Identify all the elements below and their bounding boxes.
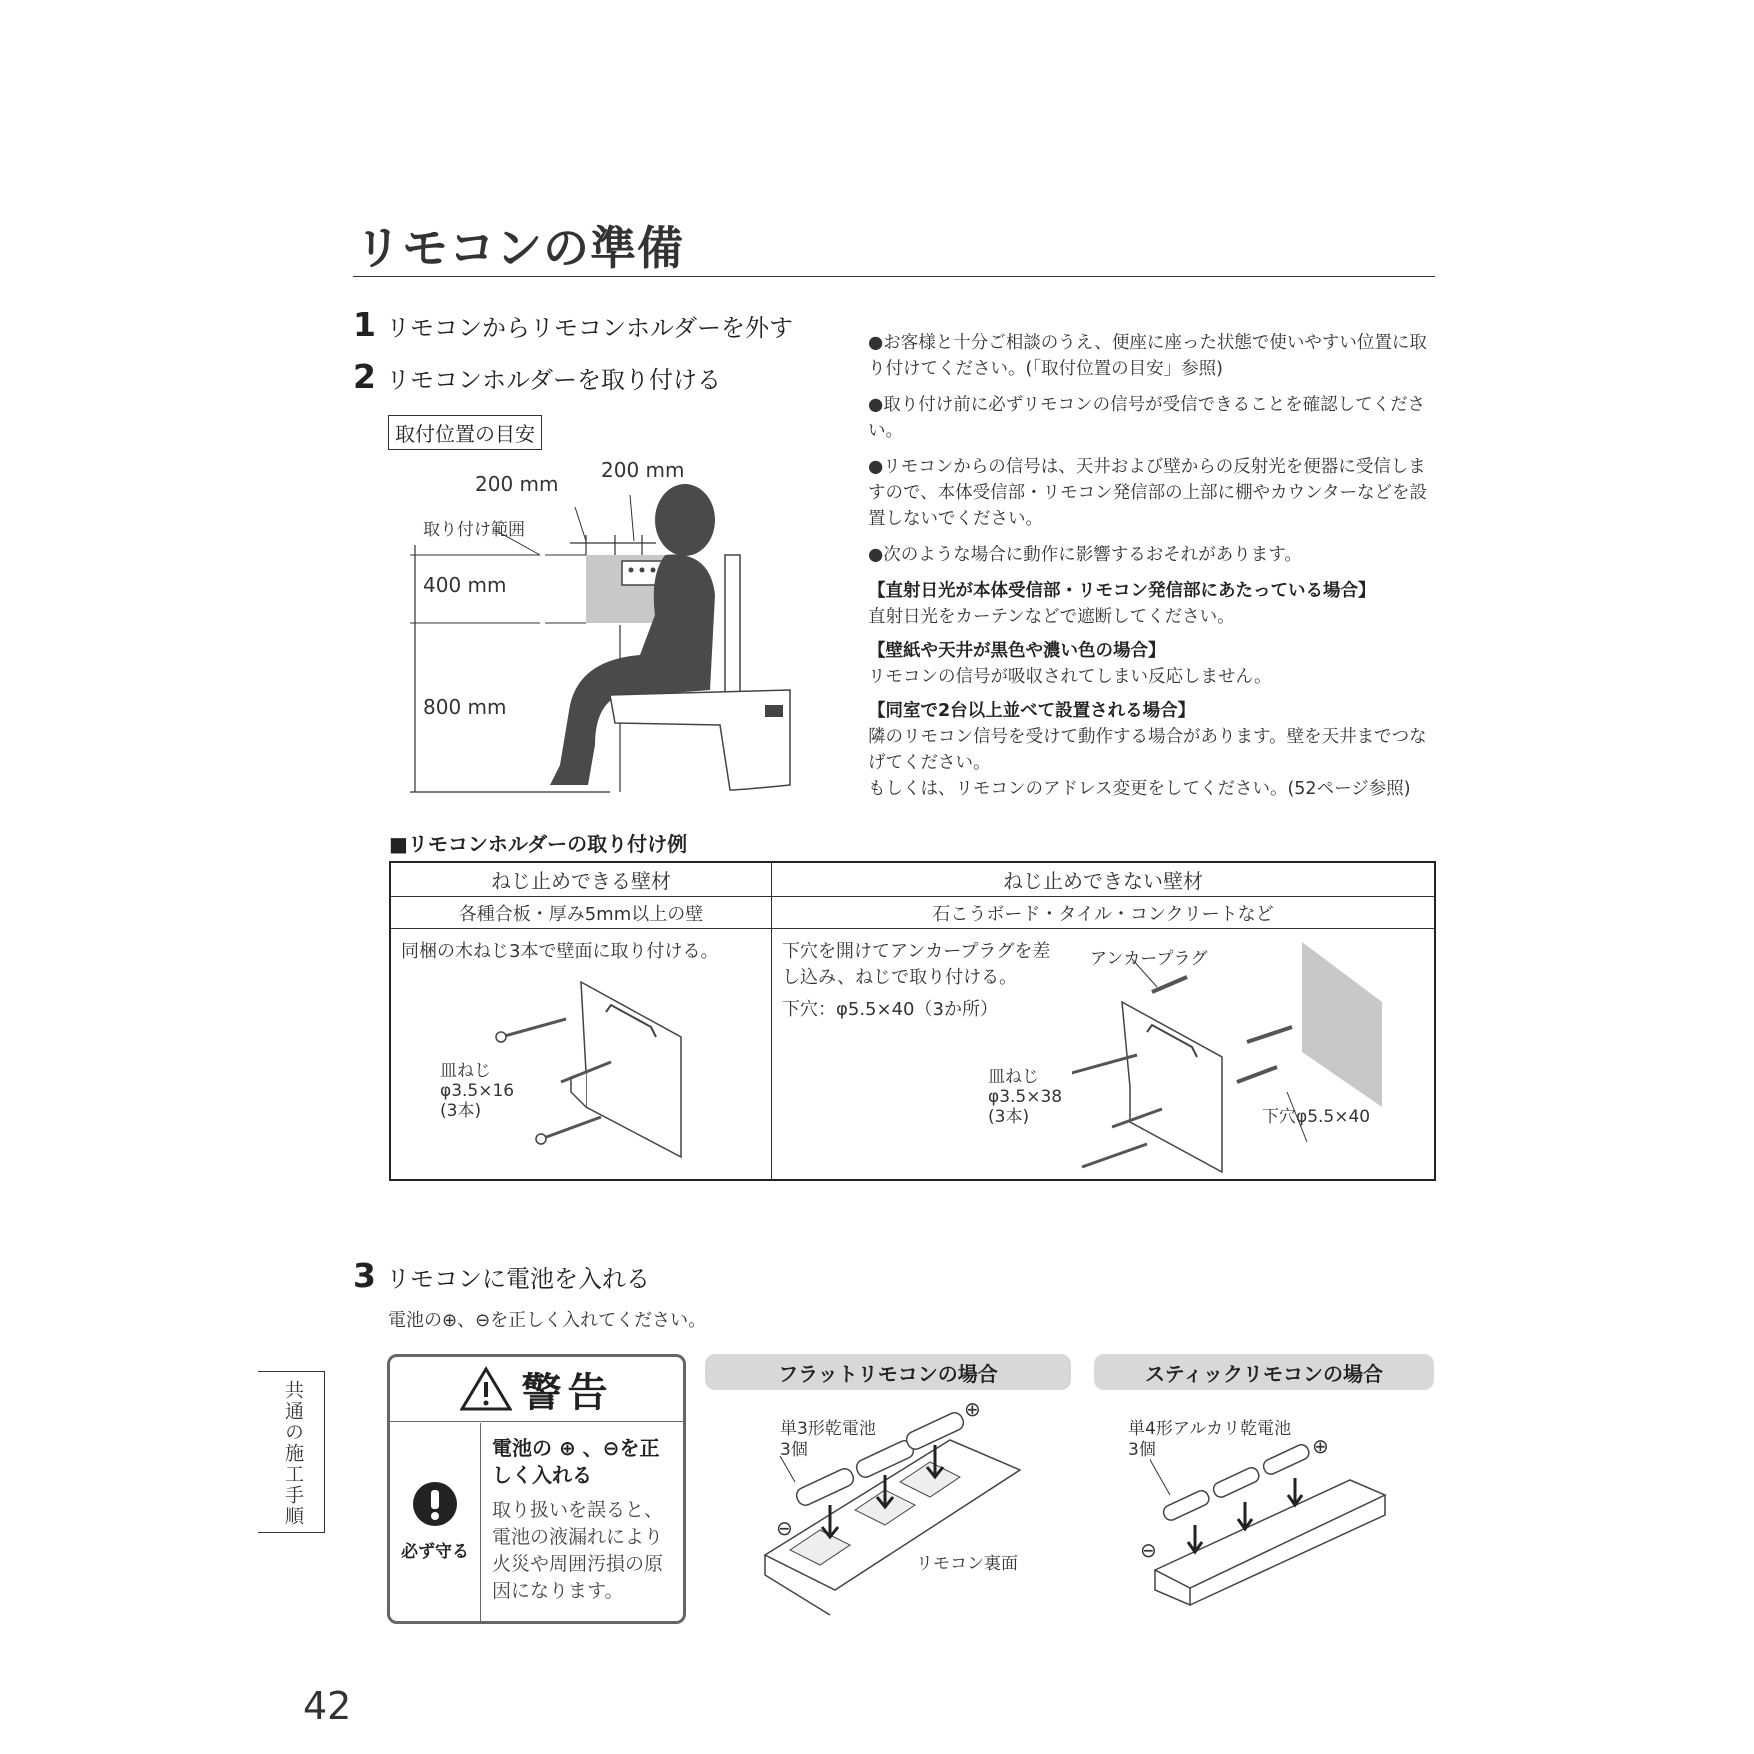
notes	[868, 330, 1443, 810]
warning-triangle-icon	[460, 1366, 512, 1412]
step-2-text: リモコンホルダーを取り付ける	[385, 366, 722, 394]
case-3-body: 隣のリモコン信号を受けて動作する場合があります。壁を天井までつなげてください。	[868, 727, 1427, 773]
range-label: 取り付け範囲	[423, 520, 525, 540]
col2-hole: 下穴：φ5.5×40（3か所）	[782, 999, 998, 1020]
anchor-plug-figure	[1072, 937, 1412, 1177]
must-column	[390, 1423, 481, 1621]
case-2-body: リモコンの信号が吸収されてしまい反応しません。	[868, 667, 1272, 687]
side-tab-text: 共通の施工手順	[282, 1380, 304, 1527]
height-lower-label: 800 mm	[423, 695, 507, 719]
exclamation-icon	[412, 1481, 458, 1527]
flat-plus-label: ⊕	[964, 1397, 981, 1421]
col2-title: ねじ止めできない壁材	[772, 862, 1436, 897]
example-heading: ■リモコンホルダーの取り付け例	[389, 832, 688, 856]
step-3	[353, 1256, 650, 1295]
case-1-head: 【直射日光が本体受信部・リモコン発信部にあたっている場合】	[868, 581, 1376, 601]
flat-battery-label: 単3形乾電池	[780, 1419, 876, 1439]
position-guide-label: 取付位置の目安	[388, 415, 542, 450]
toilet-body	[610, 690, 790, 790]
warning-box	[387, 1354, 686, 1624]
page-title: リモコンの準備	[355, 221, 684, 275]
screw2-count: (3本)	[988, 1107, 1030, 1127]
step-3-text: リモコンに電池を入れる	[385, 1265, 650, 1293]
note-1: ●お客様と十分ご相談のうえ、便座に座った状態で使いやすい位置に取り付けてください。(「取付位置の目安」参照)	[868, 333, 1427, 379]
screw2-size: φ3.5×38	[988, 1087, 1063, 1107]
warning-title: 警告	[521, 1369, 614, 1416]
stick-remote-figure	[1150, 1440, 1400, 1610]
case-3-body-2: もしくは、リモコンのアドレス変更をしてください。(52ページ参照)	[868, 779, 1411, 799]
hole-label: 下穴φ5.5×40	[1262, 1107, 1371, 1127]
person-head	[655, 484, 715, 556]
col2-body	[772, 929, 1436, 1181]
warning-content	[492, 1435, 673, 1605]
step-2	[353, 357, 721, 396]
must-label: 必ず守る	[401, 1542, 469, 1562]
page-number: 42	[303, 1684, 352, 1728]
col1-text: 同梱の木ねじ3本で壁面に取り付ける。	[401, 941, 719, 962]
flat-count-label: 3個	[780, 1440, 808, 1460]
stick-minus-label: ⊖	[1140, 1538, 1157, 1562]
holder-example-table	[389, 861, 1436, 1181]
case-3-head: 【同室で2台以上並べて設置される場合】	[868, 701, 1196, 721]
battery-note: 電池の⊕、⊖を正しく入れてください。	[388, 1310, 707, 1331]
screw1-size: φ3.5×16	[440, 1081, 515, 1101]
note-2: ●取り付け前に必ずリモコンの信号が受信できることを確認してください。	[868, 395, 1426, 441]
note-3: ●リモコンからの信号は、天井および壁からの反射光を便器に受信しますので、本体受信部・リモコン発信部の上部に棚やカウンターなどを設置しないでください。	[868, 457, 1427, 529]
step-1	[353, 305, 793, 344]
case-1-body: 直射日光をカーテンなどで遮断してください。	[868, 607, 1235, 627]
stick-remote-title: スティックリモコンの場合	[1094, 1354, 1434, 1390]
case-2-head: 【壁紙や天井が黒色や濃い色の場合】	[868, 641, 1166, 661]
stick-battery-label: 単4形アルカリ乾電池	[1128, 1419, 1292, 1439]
screw2-name: 皿ねじ	[988, 1067, 1039, 1087]
flat-remote-title: フラットリモコンの場合	[705, 1354, 1071, 1390]
title-divider	[353, 276, 1435, 277]
stick-count-label: 3個	[1128, 1440, 1156, 1460]
col2-text: 下穴を開けてアンカープラグを差し込み、ねじで取り付ける。	[782, 941, 1051, 988]
step-1-number: 1	[353, 305, 376, 344]
col2-sub: 石こうボード・タイル・コンクリートなど	[772, 897, 1436, 929]
step-2-number: 2	[353, 357, 376, 396]
col1-sub: 各種合板・厚み5mm以上の壁	[390, 897, 772, 929]
warning-headline: 電池の ⊕ 、⊖を正しく入れる	[492, 1436, 660, 1487]
position-guide-figure	[410, 455, 830, 805]
note-4: ●次のような場合に動作に影響するおそれがあります。	[868, 545, 1302, 565]
anchor-label: アンカープラグ	[1090, 949, 1208, 969]
step-1-text: リモコンからリモコンホルダーを外す	[385, 314, 794, 342]
warning-body: 取り扱いを誤ると、電池の液漏れにより火災や周囲汚損の原因になります。	[492, 1499, 664, 1602]
col1-title: ねじ止めできる壁材	[390, 862, 772, 897]
flat-back-label: リモコン裏面	[916, 1554, 1018, 1574]
col1-body	[390, 929, 772, 1181]
width-right-label: 200 mm	[601, 458, 685, 482]
step-3-number: 3	[353, 1256, 376, 1295]
warning-header	[390, 1357, 683, 1422]
screw1-count: (3本)	[440, 1101, 482, 1121]
stick-plus-label: ⊕	[1312, 1434, 1329, 1458]
holder-screw-figure	[451, 977, 751, 1167]
height-upper-label: 400 mm	[423, 573, 507, 597]
section-side-tab	[258, 1371, 325, 1533]
width-left-label: 200 mm	[475, 472, 559, 496]
screw1-name: 皿ねじ	[440, 1061, 491, 1081]
flat-minus-label: ⊖	[776, 1516, 793, 1540]
toilet-backrest	[725, 555, 740, 695]
